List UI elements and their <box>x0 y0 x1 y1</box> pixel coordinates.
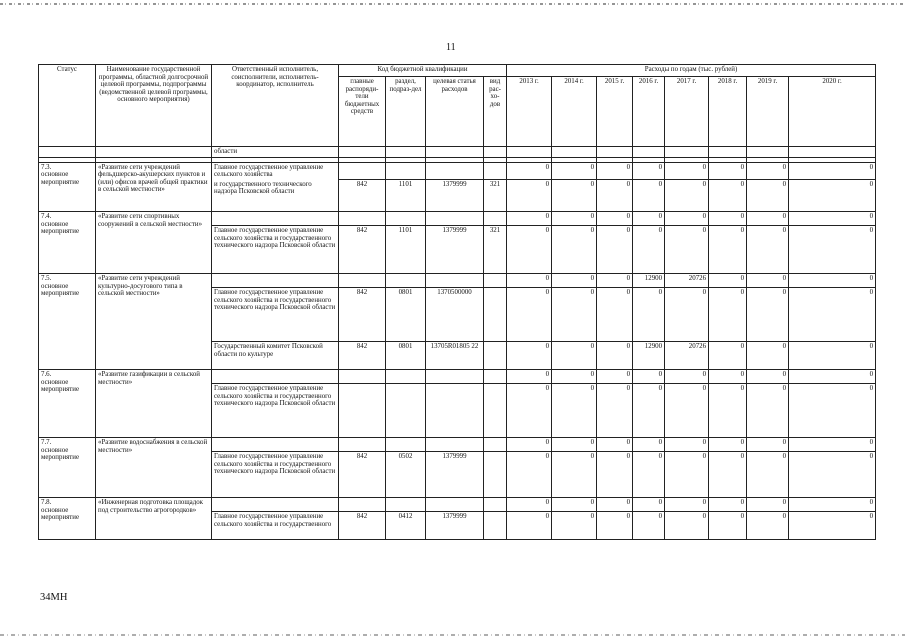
expense-value: 0 <box>665 384 709 438</box>
expense-value: 0 <box>665 162 709 180</box>
expense-value: 0 <box>507 438 552 452</box>
section-code: 1101 <box>386 226 426 274</box>
expense-value: 0 <box>597 226 633 274</box>
expense-value: 0 <box>633 212 665 226</box>
status-cell <box>39 370 96 438</box>
target-code: 1379999 <box>426 452 484 498</box>
expense-value: 0 <box>665 370 709 384</box>
executor-cell <box>212 498 339 512</box>
expense-value: 0 <box>789 438 876 452</box>
measure-head-row <box>39 498 876 512</box>
expense-value: 0 <box>709 498 747 512</box>
expense-value: 0 <box>709 342 747 370</box>
executor-cell <box>212 370 339 384</box>
expense-value: 0 <box>709 384 747 438</box>
grbs-code: 842 <box>339 512 386 540</box>
continuation-text: области <box>212 147 339 158</box>
expense-value: 0 <box>597 512 633 540</box>
expense-value: 0 <box>552 452 597 498</box>
expense-value: 0 <box>747 512 789 540</box>
section-code: 0412 <box>386 512 426 540</box>
expense-value: 0 <box>747 370 789 384</box>
expense-value: 0 <box>665 288 709 342</box>
footer-code: 34МН <box>40 592 68 603</box>
kind-code: 321 <box>484 180 507 212</box>
expense-value: 0 <box>747 162 789 180</box>
expense-value: 0 <box>597 498 633 512</box>
expense-value: 0 <box>789 274 876 288</box>
expense-value: 0 <box>633 370 665 384</box>
expense-value: 0 <box>552 180 597 212</box>
expense-value: 0 <box>633 438 665 452</box>
expense-value: 0 <box>633 498 665 512</box>
header-year: 2020 г. <box>789 77 876 147</box>
expense-value: 0 <box>597 180 633 212</box>
expense-value: 0 <box>747 498 789 512</box>
header-expenses-group: Расходы по годам (тыс. рублей) <box>507 65 876 77</box>
expense-value: 0 <box>747 180 789 212</box>
executor-cell <box>212 212 339 226</box>
expense-value: 0 <box>709 162 747 180</box>
target-code: 1379999 <box>426 226 484 274</box>
expense-value: 0 <box>597 452 633 498</box>
expense-value: 0 <box>747 342 789 370</box>
expense-value: 0 <box>709 274 747 288</box>
expense-value: 0 <box>789 498 876 512</box>
expense-value: 0 <box>552 498 597 512</box>
expense-value: 0 <box>597 274 633 288</box>
expense-value: 0 <box>597 438 633 452</box>
executor-cell: и государственного технического надзора Псковской области <box>212 180 339 212</box>
executor-cell: Главное государственное управление сельского хозяйства и государственного <box>212 512 339 540</box>
expense-value: 0 <box>709 226 747 274</box>
expense-value: 20726 <box>665 342 709 370</box>
header-year: 2014 г. <box>552 77 597 147</box>
expense-value: 0 <box>633 384 665 438</box>
expense-value: 0 <box>507 384 552 438</box>
grbs-code: 842 <box>339 288 386 342</box>
measure-name: «Развитие сети спортивных сооружений в сельской местности» <box>96 212 212 274</box>
expense-value: 0 <box>665 438 709 452</box>
measure-status: основное мероприятие <box>41 220 80 236</box>
expense-value: 0 <box>552 226 597 274</box>
measure-head-row <box>39 370 876 384</box>
measure-head-row <box>39 438 876 452</box>
expense-value: 0 <box>789 212 876 226</box>
header-code-group: Код бюджетной квалификации <box>339 65 507 77</box>
status-cell <box>39 274 96 370</box>
kind-code <box>484 452 507 498</box>
header-kind: вид рас-хо-дов <box>484 77 507 147</box>
expense-value: 0 <box>552 438 597 452</box>
executor-cell: Главное государственное управление сельского хозяйства <box>212 162 339 180</box>
target-code: 13705R01805 22 <box>426 342 484 370</box>
expense-value: 0 <box>747 226 789 274</box>
status-cell <box>39 162 96 212</box>
expense-value: 0 <box>789 288 876 342</box>
expense-value: 0 <box>665 180 709 212</box>
expense-value: 0 <box>507 342 552 370</box>
measure-number: 7.7. <box>41 439 52 447</box>
header-executor: Ответственный исполнитель, соисполнители, исполнитель-координатор, исполнитель <box>212 65 339 147</box>
expense-value: 0 <box>507 180 552 212</box>
grbs-code: 842 <box>339 180 386 212</box>
executor-cell: Главное государственное управление сельского хозяйства и государственного технического надзора Псковской области <box>212 226 339 274</box>
grbs-code: 842 <box>339 342 386 370</box>
expense-value: 0 <box>789 370 876 384</box>
header-year: 2019 г. <box>747 77 789 147</box>
expense-value: 0 <box>552 212 597 226</box>
header-grbs: главные распоряди-тели бюджетных средств <box>339 77 386 147</box>
header-section: раздел, подраз-дел <box>386 77 426 147</box>
expense-value: 0 <box>747 438 789 452</box>
expense-value: 0 <box>552 288 597 342</box>
measure-number: 7.8. <box>41 499 52 507</box>
expense-value: 12900 <box>633 342 665 370</box>
expense-value: 20726 <box>665 274 709 288</box>
section-code: 0801 <box>386 342 426 370</box>
expense-value: 0 <box>507 274 552 288</box>
grbs-code <box>339 384 386 438</box>
scan-artifact-bottom <box>0 634 905 636</box>
expense-value: 0 <box>552 384 597 438</box>
kind-code <box>484 288 507 342</box>
measure-status: основное мероприятие <box>41 171 80 186</box>
expense-value: 0 <box>552 512 597 540</box>
status-cell <box>39 438 96 498</box>
expense-value: 0 <box>665 226 709 274</box>
header-year: 2018 г. <box>709 77 747 147</box>
expense-value: 0 <box>709 288 747 342</box>
expense-value: 0 <box>507 226 552 274</box>
measure-name: «Развитие газификации в сельской местности» <box>96 370 212 438</box>
measure-number: 7.6. <box>41 371 52 379</box>
section-code <box>386 384 426 438</box>
expense-value: 0 <box>709 512 747 540</box>
executor-cell <box>212 438 339 452</box>
table-body <box>39 147 876 540</box>
expense-value: 0 <box>789 512 876 540</box>
expense-value: 0 <box>552 342 597 370</box>
measure-status: основное мероприятие <box>41 282 80 298</box>
expense-value: 0 <box>747 452 789 498</box>
expense-value: 0 <box>709 438 747 452</box>
measure-name: «Инженерная подготовка площадок под строительство агрогородков» <box>96 498 212 540</box>
expense-value: 0 <box>633 452 665 498</box>
measure-number: 7.4. <box>41 213 52 221</box>
executor-cell <box>212 274 339 288</box>
section-code: 1101 <box>386 180 426 212</box>
expense-value: 0 <box>597 162 633 180</box>
executor-cell: Главное государственное управление сельского хозяйства и государственного технического надзора Псковской области <box>212 384 339 438</box>
expense-value: 12900 <box>633 274 665 288</box>
expense-value: 0 <box>507 498 552 512</box>
expense-value: 0 <box>597 384 633 438</box>
measure-name: «Развитие сети учреждений фельдшерско-акушерских пунктов и (или) офисов врачей общей практики в сельской местности» <box>96 162 212 212</box>
expense-value: 0 <box>665 452 709 498</box>
target-code: 1370500000 <box>426 288 484 342</box>
executor-cell: Главное государственное управление сельского хозяйства и государственного технического надзора Псковской области <box>212 288 339 342</box>
expense-value: 0 <box>789 226 876 274</box>
expense-value: 0 <box>597 342 633 370</box>
expense-value: 0 <box>747 274 789 288</box>
expense-value: 0 <box>747 212 789 226</box>
measure-number: 7.3. <box>41 163 52 171</box>
expense-value: 0 <box>633 288 665 342</box>
executor-cell: Государственный комитет Псковской области по культуре <box>212 342 339 370</box>
measure-status: основное мероприятие <box>41 378 80 394</box>
expense-value: 0 <box>789 180 876 212</box>
section-code: 0801 <box>386 288 426 342</box>
grbs-code: 842 <box>339 452 386 498</box>
expense-value: 0 <box>507 512 552 540</box>
grbs-code: 842 <box>339 226 386 274</box>
expense-value: 0 <box>665 512 709 540</box>
expense-value: 0 <box>507 288 552 342</box>
measure-status: основное мероприятие <box>41 446 80 462</box>
expense-value: 0 <box>789 384 876 438</box>
expense-value: 0 <box>789 452 876 498</box>
status-cell <box>39 212 96 274</box>
expense-value: 0 <box>789 342 876 370</box>
target-code: 1379999 <box>426 180 484 212</box>
kind-code <box>484 384 507 438</box>
expense-value: 0 <box>507 452 552 498</box>
header-year: 2016 г. <box>633 77 665 147</box>
page-number: 11 <box>446 42 456 53</box>
expense-value: 0 <box>552 162 597 180</box>
measure-status: основное мероприятие <box>41 506 80 522</box>
header-year: 2013 г. <box>507 77 552 147</box>
expense-value: 0 <box>507 370 552 384</box>
target-code <box>426 384 484 438</box>
continuation-row <box>39 147 876 158</box>
header-status: Статус <box>39 65 96 147</box>
measure-head-row <box>39 274 876 288</box>
expense-value: 0 <box>789 162 876 180</box>
budget-table <box>38 64 876 540</box>
expense-value: 0 <box>709 452 747 498</box>
header-target: целевая статья расходов <box>426 77 484 147</box>
expense-value: 0 <box>709 212 747 226</box>
expense-value: 0 <box>747 384 789 438</box>
expense-value: 0 <box>507 212 552 226</box>
status-cell <box>39 498 96 540</box>
expense-value: 0 <box>633 162 665 180</box>
expense-value: 0 <box>747 288 789 342</box>
measure-head-row <box>39 162 876 180</box>
kind-code <box>484 342 507 370</box>
section-code: 0502 <box>386 452 426 498</box>
expense-value: 0 <box>552 274 597 288</box>
measure-number: 7.5. <box>41 275 52 283</box>
expense-value: 0 <box>665 498 709 512</box>
scan-artifact-top <box>0 3 905 5</box>
expense-value: 0 <box>552 370 597 384</box>
header-name: Наименование государственной программы, областной долгосрочной целевой программы, подпрограммы (ведомственной целевой программы, основного мероприятия) <box>96 65 212 147</box>
header-year: 2017 г. <box>665 77 709 147</box>
target-code: 1379999 <box>426 512 484 540</box>
expense-value: 0 <box>633 226 665 274</box>
measure-name: «Развитие водоснабжения в сельской местности» <box>96 438 212 498</box>
expense-value: 0 <box>709 180 747 212</box>
expense-value: 0 <box>633 180 665 212</box>
expense-value: 0 <box>597 212 633 226</box>
expense-value: 0 <box>507 162 552 180</box>
kind-code <box>484 512 507 540</box>
measure-head-row <box>39 212 876 226</box>
executor-cell: Главное государственное управление сельского хозяйства и государственного технического надзора Псковской области <box>212 452 339 498</box>
header-year: 2015 г. <box>597 77 633 147</box>
expense-value: 0 <box>597 370 633 384</box>
expense-value: 0 <box>665 212 709 226</box>
expense-value: 0 <box>633 512 665 540</box>
expense-value: 0 <box>709 370 747 384</box>
table-header <box>39 65 876 147</box>
kind-code: 321 <box>484 226 507 274</box>
expense-value: 0 <box>597 288 633 342</box>
measure-name: «Развитие сети учреждений культурно-досугового типа в сельской местности» <box>96 274 212 370</box>
